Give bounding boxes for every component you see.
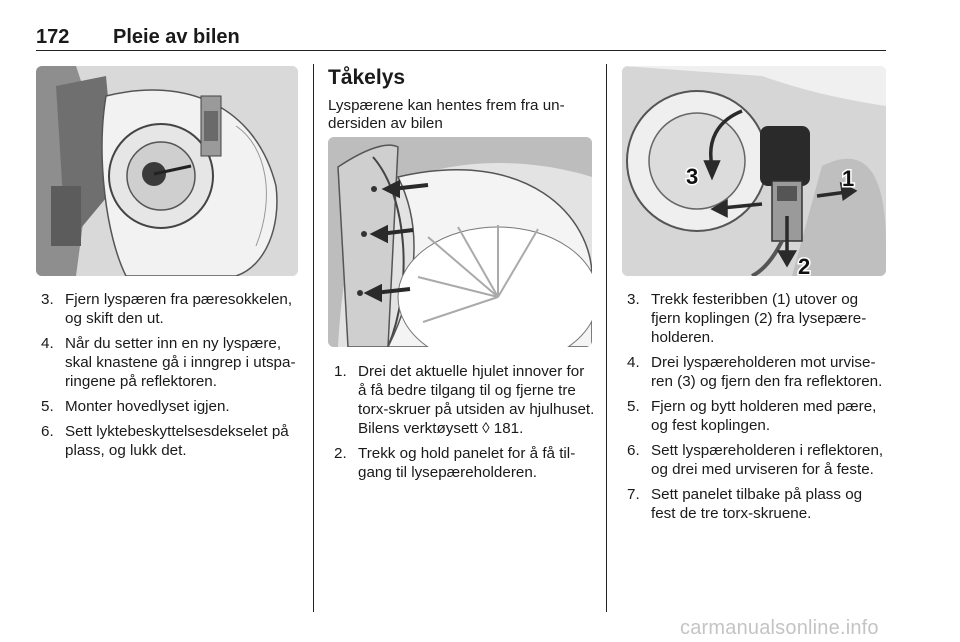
left-steps-list (41, 290, 303, 466)
column-divider-right (606, 64, 607, 612)
wheel-arch-illustration (328, 137, 592, 347)
column-divider-left (313, 64, 314, 612)
list-item (41, 422, 303, 460)
callout-1: 1 (842, 166, 855, 191)
step-text: Monter hovedlyset igjen. (65, 398, 230, 415)
list-item (627, 397, 889, 435)
step-number: 6. (41, 423, 54, 440)
step-text: Fjern og bytt holderen med pære, og fest koplingen. (651, 398, 877, 434)
list-item (627, 485, 889, 523)
step-number: 3. (627, 291, 640, 308)
step-number: 1. (334, 363, 347, 380)
page-number: 172 (36, 26, 70, 48)
section-intro: Lyspærene kan hentes frem fra undersiden av bilen (328, 97, 565, 132)
step-text: Sett panelet tilbake på plass og fest de tre torx-skruene. (651, 486, 863, 522)
step-number: 7. (627, 486, 640, 503)
step-text: Drei det aktuelle hjulet innover for å få bedre tilgang til og fjerne tre torx-skruer på utsiden av hjulhuset. Bilens verktøysett ◊ 181. (358, 363, 595, 437)
header-divider (36, 50, 886, 51)
callout-3: 3 (686, 164, 699, 189)
list-item (41, 334, 303, 391)
headlamp-bulb-illustration (36, 66, 298, 276)
watermark: carmanualsonline.info (680, 617, 879, 639)
step-number: 5. (41, 398, 54, 415)
step-number: 6. (627, 442, 640, 459)
step-text: Fjern lyspæren fra pæresokkelen, og skift den ut. (65, 291, 293, 327)
step-number: 4. (627, 354, 640, 371)
list-item (41, 290, 303, 328)
step-text: Sett lyspæreholderen i reflektoren, og drei med urviseren for å feste. (651, 442, 884, 478)
step-number: 5. (627, 398, 640, 415)
step-text: Drei lyspæreholderen mot urviseren (3) og fjern den fra reflektoren. (651, 354, 883, 390)
step-text: Trekk festeribben (1) utover og fjern koplingen (2) fra lysepæreholderen. (651, 291, 867, 346)
list-item (41, 397, 303, 416)
step-text: Trekk og hold panelet for å få tilgang til lysepæreholderen. (358, 445, 576, 481)
step-number: 2. (334, 445, 347, 462)
step-number: 3. (41, 291, 54, 308)
step-number: 4. (41, 335, 54, 352)
middle-steps-list (334, 362, 596, 488)
list-item (627, 290, 889, 347)
section-title: Tåkelys (328, 66, 406, 89)
right-steps-list (627, 290, 889, 529)
page-title: Pleie av bilen (113, 26, 240, 48)
step-text: Sett lyktebeskyttelsesdekselet på plass, og lukk det. (65, 423, 289, 459)
list-item (334, 362, 596, 438)
fog-lamp-bulb-illustration (622, 66, 886, 276)
list-item (627, 353, 889, 391)
step-text: Når du setter inn en ny lyspære, skal knastene gå i inngrep i utsparingene på reflektoren. (65, 335, 296, 390)
list-item (627, 441, 889, 479)
list-item (334, 444, 596, 482)
callout-2: 2 (798, 254, 811, 276)
